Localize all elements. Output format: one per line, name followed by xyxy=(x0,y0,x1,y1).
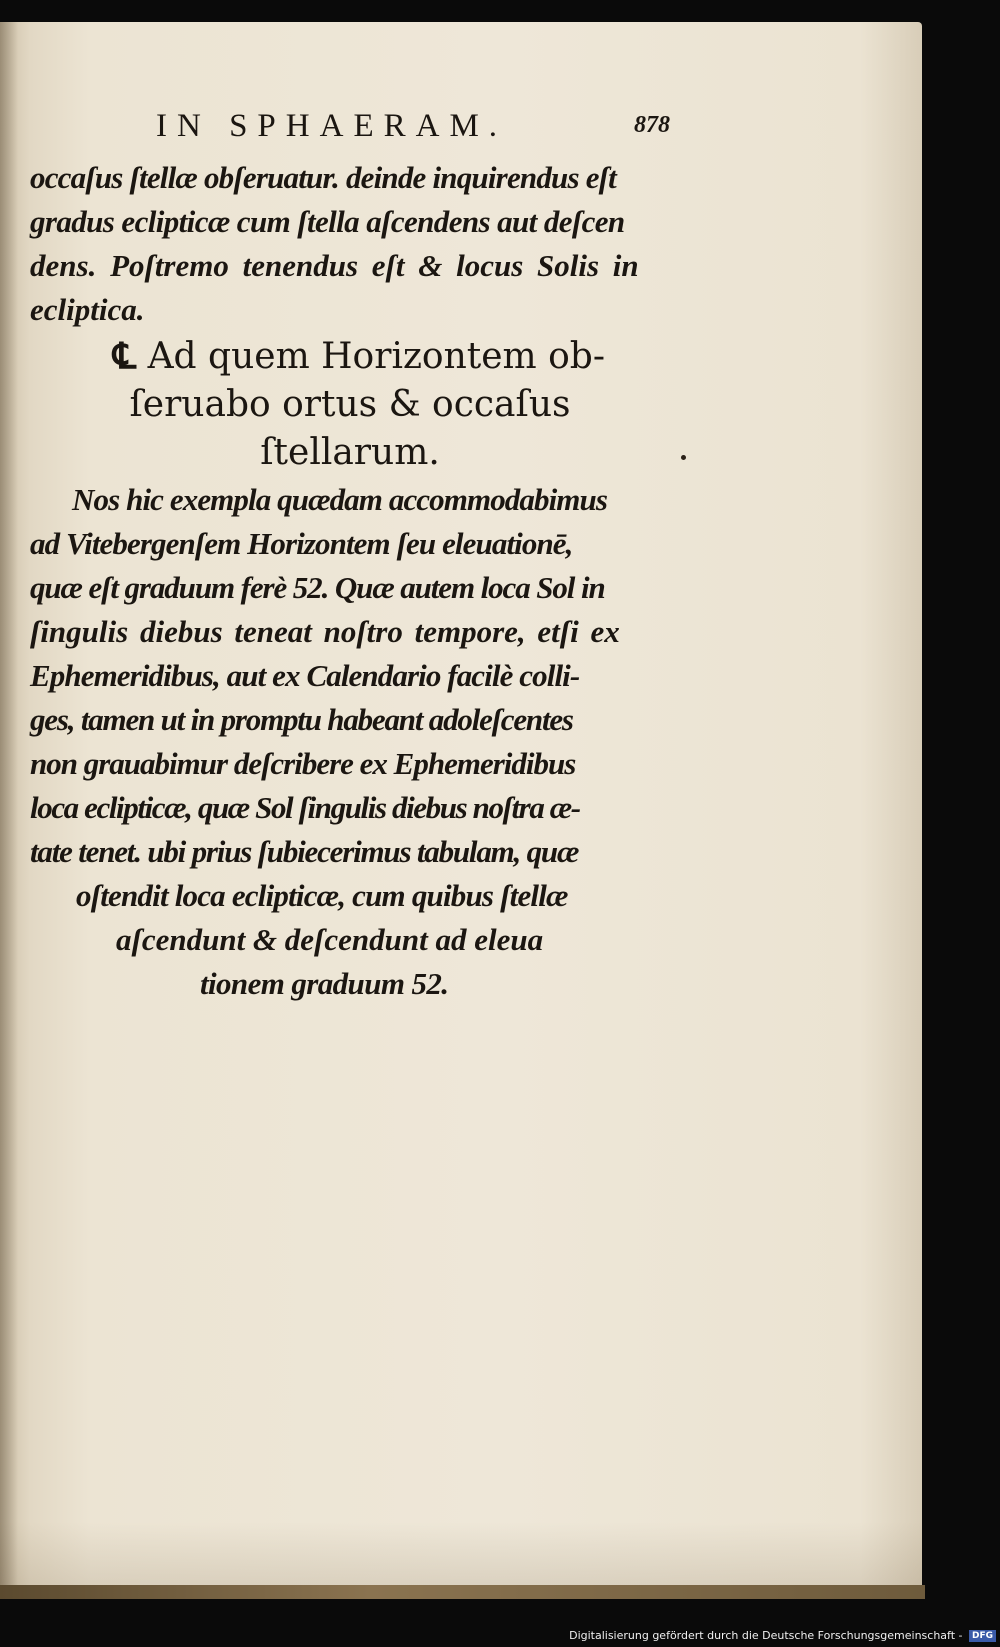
text-line: occaſus ſtellæ obſeruatur. deinde inquirendus eſt xyxy=(30,160,616,195)
text-line: aſcendunt & deſcendunt ad eleua xyxy=(116,922,544,957)
heading-text: Ad quem Horizontem ob- xyxy=(147,336,606,377)
paragraph-mark-icon: ℄ xyxy=(112,335,137,377)
heading-line xyxy=(0,332,700,381)
text-line: ſingulis diebus teneat noſtro tempore, etſi ex xyxy=(30,614,620,649)
paragraph-continuation xyxy=(30,156,639,332)
section-heading xyxy=(0,332,700,477)
text-line: Ephemeridibus, aut ex Calendario facilè colli- xyxy=(30,658,580,693)
heading-line: ſeruabo ortus & occaſus xyxy=(129,384,571,425)
text-line: loca eclipticæ, quæ Sol ſingulis diebus noſtra æ- xyxy=(30,790,580,825)
heading-line: ſtellarum. xyxy=(260,432,440,473)
running-head xyxy=(148,108,668,148)
text-line: quæ eſt graduum ferè 52. Quæ autem loca Sol in xyxy=(30,570,605,605)
page-number: 878 xyxy=(634,112,670,138)
text-line: dens. Poſtremo tenendus eſt & locus Solis in xyxy=(30,248,639,283)
dfg-logo: DFG xyxy=(969,1630,996,1642)
text-line: Nos hic exempla quædam accommodabimus xyxy=(72,482,608,517)
text-line: tate tenet. ubi prius ſubiecerimus tabulam, quæ xyxy=(30,834,579,869)
text-line: ges, tamen ut in promptu habeant adoleſcentes xyxy=(30,702,573,737)
text-line: ad Vitebergenſem Horizontem ſeu eleuationē, xyxy=(30,526,573,561)
text-line: ecliptica. xyxy=(30,292,145,327)
ink-speck xyxy=(681,455,686,460)
text-line: non grauabimur deſcribere ex Ephemeridibus xyxy=(30,746,576,781)
paragraph-body xyxy=(30,478,620,1006)
digitization-credit xyxy=(569,1629,996,1642)
running-title: IN SPHAERAM. xyxy=(156,108,508,144)
text-line: tionem graduum 52. xyxy=(200,966,449,1001)
page-edge xyxy=(0,1585,925,1599)
text-line: oſtendit loca eclipticæ, cum quibus ſtellæ xyxy=(76,878,568,913)
text-line: gradus eclipticæ cum ſtella aſcendens aut deſcen xyxy=(30,204,625,239)
credit-text: Digitalisierung gefördert durch die Deutsche Forschungsgemeinschaft - xyxy=(569,1629,963,1642)
gutter-shadow xyxy=(0,22,18,1592)
